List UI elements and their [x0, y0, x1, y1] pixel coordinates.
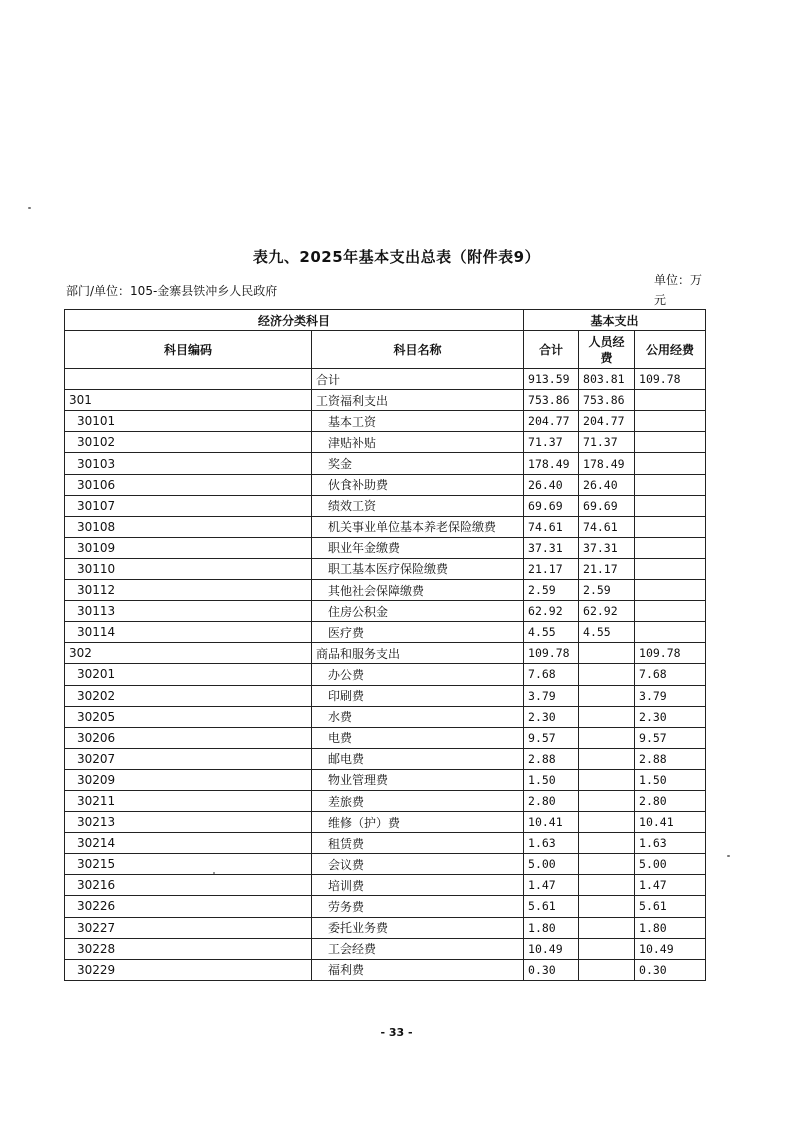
row-code: 30205: [65, 706, 312, 727]
row-total: 913.59: [524, 369, 579, 390]
expenditure-table: [64, 309, 706, 981]
row-total: 74.61: [524, 516, 579, 537]
page-number: - 33 -: [380, 1026, 413, 1039]
row-code: 30227: [65, 917, 312, 938]
row-name: 租赁费: [312, 833, 524, 854]
row-public: [635, 558, 706, 579]
scan-speck: [28, 207, 31, 209]
header-public: 公用经费: [635, 331, 706, 369]
row-personnel: 178.49: [579, 453, 635, 474]
table-row: [65, 854, 706, 875]
row-personnel: [579, 685, 635, 706]
row-public: 1.80: [635, 917, 706, 938]
row-code: 30107: [65, 495, 312, 516]
table-row: [65, 516, 706, 537]
table-row: [65, 748, 706, 769]
table-row: [65, 790, 706, 811]
row-total: 7.68: [524, 664, 579, 685]
row-personnel: 4.55: [579, 622, 635, 643]
table-row: [65, 474, 706, 495]
row-name: 职工基本医疗保险缴费: [312, 558, 524, 579]
row-code: 30216: [65, 875, 312, 896]
row-personnel: 21.17: [579, 558, 635, 579]
row-total: 5.00: [524, 854, 579, 875]
row-name: 会议费: [312, 854, 524, 875]
row-personnel: 74.61: [579, 516, 635, 537]
row-code: [65, 369, 312, 390]
row-name: 其他社会保障缴费: [312, 580, 524, 601]
row-name: 印刷费: [312, 685, 524, 706]
table-row: [65, 917, 706, 938]
row-personnel: [579, 812, 635, 833]
row-code: 30108: [65, 516, 312, 537]
row-public: [635, 495, 706, 516]
row-code: 30209: [65, 769, 312, 790]
row-personnel: [579, 706, 635, 727]
row-name: 奖金: [312, 453, 524, 474]
row-total: 2.80: [524, 790, 579, 811]
row-personnel: [579, 664, 635, 685]
row-name: 商品和服务支出: [312, 643, 524, 664]
row-public: [635, 453, 706, 474]
table-row: [65, 706, 706, 727]
header-row-group: [65, 310, 706, 331]
table-row: [65, 411, 706, 432]
row-name: 津贴补贴: [312, 432, 524, 453]
row-public: 2.30: [635, 706, 706, 727]
row-personnel: [579, 854, 635, 875]
row-code: 30106: [65, 474, 312, 495]
table-row: [65, 938, 706, 959]
table-row: [65, 432, 706, 453]
row-name: 机关事业单位基本养老保险缴费: [312, 516, 524, 537]
row-public: 3.79: [635, 685, 706, 706]
row-code: 302: [65, 643, 312, 664]
row-public: [635, 580, 706, 601]
header-personnel: 人员经费: [579, 331, 635, 369]
row-code: 30114: [65, 622, 312, 643]
scan-speck: [213, 872, 215, 874]
row-name: 差旅费: [312, 790, 524, 811]
row-name: 工会经费: [312, 938, 524, 959]
row-name: 维修（护）费: [312, 812, 524, 833]
row-personnel: 69.69: [579, 495, 635, 516]
row-personnel: 37.31: [579, 537, 635, 558]
row-personnel: 71.37: [579, 432, 635, 453]
row-public: 5.00: [635, 854, 706, 875]
row-public: 109.78: [635, 369, 706, 390]
row-personnel: 204.77: [579, 411, 635, 432]
row-total: 10.49: [524, 938, 579, 959]
row-total: 1.63: [524, 833, 579, 854]
row-public: 5.61: [635, 896, 706, 917]
row-public: [635, 537, 706, 558]
row-personnel: 26.40: [579, 474, 635, 495]
row-code: 30112: [65, 580, 312, 601]
table-row: [65, 769, 706, 790]
row-code: 30215: [65, 854, 312, 875]
row-personnel: [579, 875, 635, 896]
unit-label: 单位：万元: [654, 273, 703, 307]
row-public: 9.57: [635, 727, 706, 748]
header-basic-expenditure: 基本支出: [524, 310, 706, 331]
row-total: 5.61: [524, 896, 579, 917]
table-row: [65, 537, 706, 558]
row-total: 2.30: [524, 706, 579, 727]
table-row: [65, 601, 706, 622]
table-row: [65, 833, 706, 854]
row-public: 1.50: [635, 769, 706, 790]
row-total: 37.31: [524, 537, 579, 558]
row-total: 0.30: [524, 959, 579, 980]
row-name: 医疗费: [312, 622, 524, 643]
row-name: 委托业务费: [312, 917, 524, 938]
page-title: 表九、2025年基本支出总表（附件表9）: [252, 248, 541, 266]
row-total: 1.80: [524, 917, 579, 938]
row-total: 2.88: [524, 748, 579, 769]
row-code: 30213: [65, 812, 312, 833]
row-personnel: [579, 790, 635, 811]
row-personnel: [579, 959, 635, 980]
row-total: 109.78: [524, 643, 579, 664]
row-public: [635, 622, 706, 643]
row-name: 工资福利支出: [312, 390, 524, 411]
row-public: [635, 390, 706, 411]
row-code: 30113: [65, 601, 312, 622]
table-row: [65, 580, 706, 601]
row-total: 1.47: [524, 875, 579, 896]
row-personnel: [579, 643, 635, 664]
row-code: 30211: [65, 790, 312, 811]
row-code: 30202: [65, 685, 312, 706]
table-row: [65, 622, 706, 643]
table-row: [65, 896, 706, 917]
row-personnel: [579, 748, 635, 769]
row-personnel: [579, 896, 635, 917]
row-public: [635, 601, 706, 622]
row-personnel: [579, 727, 635, 748]
row-personnel: 2.59: [579, 580, 635, 601]
row-name: 劳务费: [312, 896, 524, 917]
header-economic-classification: 经济分类科目: [65, 310, 524, 331]
row-name: 基本工资: [312, 411, 524, 432]
row-personnel: [579, 769, 635, 790]
row-public: 2.88: [635, 748, 706, 769]
row-total: 204.77: [524, 411, 579, 432]
header-name: 科目名称: [312, 331, 524, 369]
table-row: [65, 664, 706, 685]
row-total: 71.37: [524, 432, 579, 453]
row-total: 178.49: [524, 453, 579, 474]
row-public: 109.78: [635, 643, 706, 664]
row-public: [635, 516, 706, 537]
table-body: [65, 369, 706, 981]
row-code: 30201: [65, 664, 312, 685]
row-public: 1.47: [635, 875, 706, 896]
row-personnel: [579, 917, 635, 938]
scan-speck: [727, 855, 730, 857]
row-personnel: 803.81: [579, 369, 635, 390]
row-personnel: 62.92: [579, 601, 635, 622]
table-row: [65, 369, 706, 390]
table-row: [65, 643, 706, 664]
row-name: 电费: [312, 727, 524, 748]
table-row: [65, 685, 706, 706]
row-public: 10.49: [635, 938, 706, 959]
row-code: 30228: [65, 938, 312, 959]
row-code: 30229: [65, 959, 312, 980]
table-row: [65, 453, 706, 474]
row-code: 30206: [65, 727, 312, 748]
row-code: 30207: [65, 748, 312, 769]
row-code: 30101: [65, 411, 312, 432]
row-public: 1.63: [635, 833, 706, 854]
row-total: 2.59: [524, 580, 579, 601]
header-total: 合计: [524, 331, 579, 369]
row-total: 753.86: [524, 390, 579, 411]
row-name: 绩效工资: [312, 495, 524, 516]
row-name: 水费: [312, 706, 524, 727]
header-code: 科目编码: [65, 331, 312, 369]
row-public: 2.80: [635, 790, 706, 811]
row-public: 7.68: [635, 664, 706, 685]
row-name: 福利费: [312, 959, 524, 980]
table-row: [65, 959, 706, 980]
row-personnel: [579, 833, 635, 854]
row-total: 69.69: [524, 495, 579, 516]
row-code: 30102: [65, 432, 312, 453]
row-code: 30226: [65, 896, 312, 917]
row-code: 30103: [65, 453, 312, 474]
row-public: [635, 432, 706, 453]
row-total: 9.57: [524, 727, 579, 748]
row-name: 培训费: [312, 875, 524, 896]
row-total: 3.79: [524, 685, 579, 706]
row-total: 62.92: [524, 601, 579, 622]
table-row: [65, 390, 706, 411]
row-total: 1.50: [524, 769, 579, 790]
table-row: [65, 558, 706, 579]
row-public: 10.41: [635, 812, 706, 833]
row-name: 邮电费: [312, 748, 524, 769]
row-personnel: 753.86: [579, 390, 635, 411]
row-name: 伙食补助费: [312, 474, 524, 495]
table-row: [65, 495, 706, 516]
row-name: 办公费: [312, 664, 524, 685]
row-code: 30110: [65, 558, 312, 579]
header-row-columns: [65, 331, 706, 369]
row-total: 4.55: [524, 622, 579, 643]
row-code: 30214: [65, 833, 312, 854]
table-row: [65, 727, 706, 748]
row-total: 26.40: [524, 474, 579, 495]
row-personnel: [579, 938, 635, 959]
row-name: 物业管理费: [312, 769, 524, 790]
row-total: 21.17: [524, 558, 579, 579]
row-public: [635, 411, 706, 432]
row-total: 10.41: [524, 812, 579, 833]
row-code: 301: [65, 390, 312, 411]
table-row: [65, 875, 706, 896]
row-name: 合计: [312, 369, 524, 390]
table-row: [65, 812, 706, 833]
row-public: [635, 474, 706, 495]
row-name: 职业年金缴费: [312, 537, 524, 558]
row-code: 30109: [65, 537, 312, 558]
department-label: 部门/单位：105-金寨县铁冲乡人民政府: [66, 284, 278, 298]
row-public: 0.30: [635, 959, 706, 980]
row-name: 住房公积金: [312, 601, 524, 622]
